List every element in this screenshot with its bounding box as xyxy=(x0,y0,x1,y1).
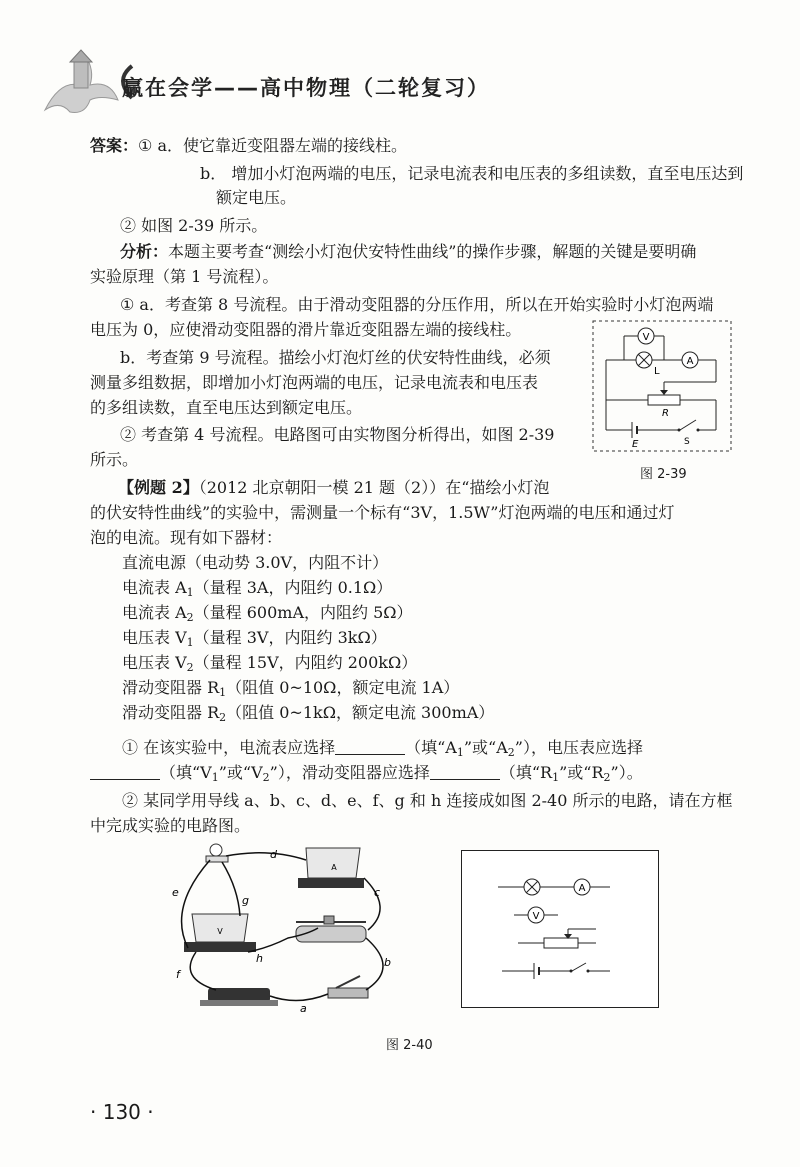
equipment-spec: （电动势 3.0V，内阻不计） xyxy=(186,553,389,572)
analysis-line-5: b．考查第 9 号流程。描绘小灯泡灯丝的伏安特性曲线，必须 xyxy=(120,348,551,367)
header-logo xyxy=(40,40,120,120)
example-line-2: 的伏安特性曲线”的实验中，需测量一个标有“3V，1.5W”灯泡两端的电压和通过灯 xyxy=(90,503,675,522)
equipment-item xyxy=(122,553,388,573)
equipment-subscript: 2 xyxy=(186,611,194,624)
equipment-item xyxy=(122,678,459,698)
analysis-line-7: 的多组读数，直至电压达到额定电压。 xyxy=(90,398,363,417)
q1-text-i: ”或“R xyxy=(559,763,604,782)
equipment-subscript: 2 xyxy=(186,661,194,674)
question-2-line-1: ② 某同学用导线 a、b、c、d、e、f、g 和 h 连接成如图 2-40 所示的电路，请在方框 xyxy=(122,791,733,810)
equipment-spec: （阻值 0~1kΩ，额定电流 300mA） xyxy=(226,703,495,722)
box-voltmeter-label: V xyxy=(532,911,540,922)
q1-text-d: ”），电压表应选择 xyxy=(514,738,643,757)
answer-a-prefix: a． xyxy=(157,136,183,155)
figure-2-40-caption: 图 2-40 xyxy=(386,1038,433,1053)
equipment-item xyxy=(122,703,494,723)
equipment-name: 电压表 V xyxy=(122,628,187,647)
fig240-wire-b: b xyxy=(384,956,391,969)
fig240-wire-h: h xyxy=(256,952,263,965)
equipment-name: 电流表 A xyxy=(122,603,187,622)
equipment-item xyxy=(122,603,413,623)
answer-line-3: 额定电压。 xyxy=(216,188,297,207)
figure-2-39-caption: 图 2-39 xyxy=(640,467,687,482)
example-text-1: （2012 北京朝阳一模 21 题（2））在“描绘小灯泡 xyxy=(198,478,550,497)
page-number: · 130 · xyxy=(90,1100,154,1124)
equipment-name: 电压表 V xyxy=(122,653,187,672)
equipment-spec: （量程 600mA，内阻约 5Ω） xyxy=(193,603,413,622)
equipment-subscript: 1 xyxy=(219,686,227,699)
equipment-subscript: 1 xyxy=(186,636,194,649)
analysis-line-3: ① a．考查第 8 号流程。由于滑动变阻器的分压作用，所以在开始实验时小灯泡两端 xyxy=(120,295,714,314)
fig240-wire-f: f xyxy=(176,968,180,981)
answer-marker: ① xyxy=(138,136,153,155)
equipment-spec: （量程 3V，内阻约 3kΩ） xyxy=(193,628,387,647)
fig239-l-label: L xyxy=(654,366,660,377)
q1-text-j: ”）。 xyxy=(610,763,643,782)
equipment-name: 电流表 A xyxy=(122,578,187,597)
answer-blank-1[interactable] xyxy=(335,740,405,755)
example-line-3: 泡的电流。现有如下器材： xyxy=(90,528,283,547)
answer-blank-3[interactable] xyxy=(430,765,500,780)
example-line-1 xyxy=(118,478,549,498)
equipment-name: 滑动变阻器 R xyxy=(122,678,220,697)
analysis-line-4: 电压为 0，应使滑动变阻器的滑片靠近变阻器左端的接线柱。 xyxy=(90,320,522,339)
fig240-wire-e: e xyxy=(172,886,179,899)
figure-2-40-apparatus xyxy=(168,838,410,1018)
question-2-line-2: 中完成实验的电路图。 xyxy=(90,816,251,835)
q1-text-h: （填“R xyxy=(499,763,553,782)
fig239-s-label: S xyxy=(684,437,690,447)
q1-text-g: ”），滑动变阻器应选择 xyxy=(269,763,430,782)
fig239-v-label: V xyxy=(642,332,650,343)
answer-blank-2[interactable] xyxy=(90,765,160,780)
q1-text-e: （填“V xyxy=(160,763,212,782)
equipment-item xyxy=(122,578,392,598)
equipment-item xyxy=(122,653,417,673)
fig240-voltmeter-label: V xyxy=(217,927,223,936)
fig240-wire-c: c xyxy=(374,886,381,899)
question-1-line-1: ① 在该实验中，电流表应选择 （填“$A_1$”或“$A_2$”），电压表应选择 xyxy=(122,738,643,759)
fig240-wire-d: d xyxy=(270,848,277,861)
q1-text-b: （填“A xyxy=(405,738,457,757)
figure-2-40-answer-box[interactable] xyxy=(461,850,659,1008)
question-1-line-2: （填“$V_1$”或“$V_2$”），滑动变阻器应选择 （填“$R_1$”或“$R_2$”）。 xyxy=(90,763,643,783)
fig239-r-label: R xyxy=(662,408,669,419)
analysis-line-1 xyxy=(120,242,696,262)
q1-text-f: ”或“V xyxy=(218,763,263,782)
fig239-a-label: A xyxy=(686,356,694,367)
fig240-ammeter-label: A xyxy=(331,863,337,872)
answer-b-text-1: 增加小灯泡两端的电压，记录电流表和电压表的多组读数，直至电压达到 xyxy=(231,164,744,183)
analysis-line-6: 测量多组数据，即增加小灯泡两端的电压，记录电流表和电压表 xyxy=(90,373,539,392)
answer-line-1 xyxy=(90,136,407,156)
equipment-subscript: 2 xyxy=(219,711,227,724)
answer-a-text: 使它靠近变阻器左端的接线柱。 xyxy=(183,136,408,155)
answer-b-prefix: b． xyxy=(200,164,227,183)
q1-text-a: ① 在该实验中，电流表应选择 xyxy=(122,738,336,757)
equipment-spec: （量程 3A，内阻约 0.1Ω） xyxy=(193,578,393,597)
fig240-wire-a: a xyxy=(300,1002,307,1015)
answer-line-2 xyxy=(200,164,743,184)
analysis-text-1: 本题主要考查“测绘小灯泡伏安特性曲线”的操作步骤，解题的关键是要明确 xyxy=(168,242,697,261)
analysis-line-2: 实验原理（第 1 号流程）。 xyxy=(90,267,279,286)
equipment-spec: （量程 15V，内阻约 200kΩ） xyxy=(193,653,418,672)
box-ammeter-label: A xyxy=(578,883,586,894)
analysis-line-8: ② 考查第 4 号流程。电路图可由实物图分析得出，如图 2-39 xyxy=(120,425,555,444)
answer-label: 答案： xyxy=(90,136,139,155)
equipment-name: 直流电源 xyxy=(122,553,187,572)
figure-2-39 xyxy=(592,320,732,452)
equipment-item xyxy=(122,628,387,648)
q1-text-c: ”或“A xyxy=(463,738,508,757)
header-title: 赢在会学——高中物理（二轮复习） xyxy=(122,76,490,100)
equipment-spec: （阻值 0~10Ω，额定电流 1A） xyxy=(226,678,460,697)
analysis-line-9: 所示。 xyxy=(90,450,139,469)
answer-item-2: ② 如图 2-39 所示。 xyxy=(120,216,268,235)
analysis-label: 分析： xyxy=(120,242,169,261)
equipment-subscript: 1 xyxy=(186,586,194,599)
fig240-wire-g: g xyxy=(242,894,249,907)
equipment-name: 滑动变阻器 R xyxy=(122,703,220,722)
fig239-e-label: E xyxy=(632,439,639,450)
example-label: 【例题 2】 xyxy=(118,478,199,497)
